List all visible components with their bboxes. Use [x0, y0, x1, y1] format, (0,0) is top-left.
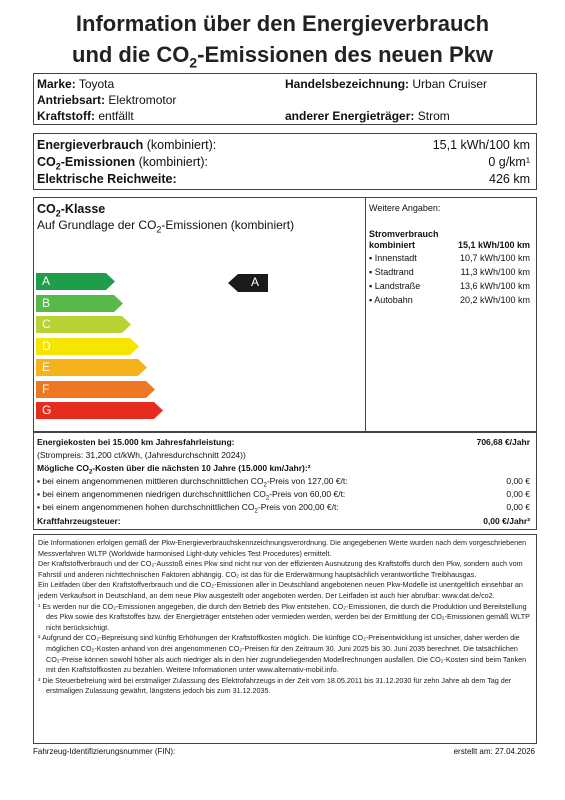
title-line-1: Information über den Energieverbrauch	[75, 11, 490, 36]
kombiniert-value: 15,1 kWh/100 km	[457, 240, 530, 250]
weitere-item-value: 20,2 kWh/100 km	[459, 295, 530, 305]
co2-class-box	[33, 197, 537, 432]
notes-box	[33, 534, 537, 744]
note-paragraph-1: Die Informationen erfolgen gemäß der Pkw-Energieverbrauchskennzeichnungsverordnung. Die angegebenen Werte wurden nach dem vorgeschriebenen Messverfahren WLTP (Worldwide harmonised Light-duty vehicles Test Procedures) ermittelt.	[38, 538, 527, 558]
weitere-item-label: ▪ Stadtrand	[369, 267, 414, 277]
weitere-item-label: ▪ Autobahn	[369, 295, 413, 305]
note-paragraph-3: Ein Leitfaden über den Kraftstoffverbrauch und die CO₂-Emissionen aller in Deutschland angebotenen neuen Pkw-Modelle ist unentgeltlich einsehbar an jedem Verkaufsort in Deutschland, an dem neue Pkw ausgestellt oder angeboten werden. Der Leitfaden ist auch hier abrufbar: www.dat.de/co2.	[38, 580, 523, 600]
vehicle-info-box	[33, 73, 537, 125]
co2-class-bar-label: E	[42, 360, 51, 374]
weitere-item-label: ▪ Innenstadt	[369, 253, 417, 263]
footnote-1: ¹ Es werden nur die CO₂-Emissionen angegeben, die durch den Betrieb des Pkw entstehen. CO₂-Emissionen, die durch die Produktion und Bereitstellung des Pkw sowie des Kraftstoffes bzw. der Energieträger entstehen oder vermieden werden, werden bei der Ermittlung der CO₂-Emissionen gemäß WLTP nicht berücksichtigt.	[38, 601, 530, 632]
co2-class-subtitle: Auf Grundlage der $CO_2$-Emissionen (kombiniert)	[37, 218, 295, 235]
kombiniert-label: kombiniert	[369, 240, 416, 250]
co2-class-bar-d	[36, 338, 140, 354]
co2-class-bar-f	[36, 381, 156, 397]
erstellt-date: erstellt am: 27.04.2026	[453, 747, 535, 756]
co2-class-bar-c	[36, 316, 132, 332]
current-class-marker	[228, 274, 268, 292]
co2-class-bar-label: G	[42, 403, 52, 417]
energietraeger-field: anderer Energieträger: Strom	[285, 109, 450, 123]
co2-class-bar-g	[36, 402, 164, 418]
weitere-item-value: 11,3 kWh/100 km	[460, 267, 530, 277]
co2-class-bar-b	[36, 295, 124, 311]
marke-field: Marke: Toyota	[37, 77, 115, 91]
stromverbrauch-label: Stromverbrauch	[369, 229, 439, 239]
weitere-item-value: 10,7 kWh/100 km	[459, 253, 530, 263]
current-class-label: A	[251, 275, 260, 289]
page-title	[0, 8, 565, 78]
footnote-3: ³ Die Steuerbefreiung wird bei erstmaliger Zulassung des Elektrofahrzeugs in der Zeit vom 18.05.2011 bis 31.12.2030 für zehn Jahre ab dem Tag der erstmaligen Zulassung gewährt, längstens jedoch bis zum 31.12.2035.	[38, 675, 512, 696]
weitere-item-label: ▪ Landstraße	[369, 281, 421, 291]
co2-class-bar-label: C	[42, 317, 51, 331]
consumption-box: Energieverbrauch (kombiniert): 15,1 kWh/100 km $CO_2$-Emissionen (kombiniert): 0 g/km¹ Elektrische Reichweite: 426 km	[33, 133, 537, 190]
co2-class-bar-label: A	[42, 274, 51, 288]
title-line-2: und die $CO_2$-Emissionen des neuen Pkw	[72, 42, 493, 71]
weitere-title: Weitere Angaben:	[369, 203, 441, 213]
handelsbezeichnung-field: Handelsbezeichnung: Urban Cruiser	[285, 77, 488, 91]
co2-class-bar-label: D	[42, 338, 51, 353]
antriebsart-field: Antriebsart: Elektromotor	[37, 93, 177, 107]
footnote-2: ² Aufgrund der CO₂-Bepreisung sind künftig Erhöhungen der Kraftstoffkosten möglich. Die künftige CO₂-Preisentwicklung ist unsicher, daher werden die möglichen CO₂-Kosten anhand von drei angenommenen CO₂-Preisen für den Zeitraum 30. Juni 2025 bis 30. Juni 2035 berechnet. Die tatsächlichen CO₂-Preise können sowohl höher als auch niedriger als in den hier zugrundeliegenden Modellrechnungen ausfallen. Die CO₂-Kosten sind beim Tanken mit den Kraftstoffkosten zu bezahlen. Weitere Informationen unter www.alternativ-mobil.info.	[38, 633, 527, 675]
co2-class-bar-e	[36, 359, 148, 375]
co2-class-bar-label: B	[42, 295, 51, 310]
fin-label: Fahrzeug-Identifizierungsnummer (FIN):	[33, 747, 176, 756]
co2-class-title: $CO_2$-Klasse	[37, 202, 106, 219]
weitere-item-value: 13,6 kWh/100 km	[459, 281, 530, 291]
costs-box: Energiekosten bei 15.000 km Jahresfahrleistung: 706,68 €/Jahr (Strompreis: 31,200 ct/kWh, (Jahresdurchschnitt 2024)) Mögliche $CO_2$-Kosten über die nächsten 10 Jahre (15.000 km/Jahr):² ▪ bei einem angenommenen mittleren durchschnittlichen $CO_2$-Preis von 127,00 €/t: 0,00 € ▪ bei einem angenommenen niedrigen durchschnittlichen $CO_2$-Preis von 60,00 €/t: 0,00 € ▪ bei einem angenommenen hohen durchschnittlichen $CO_2$-Preis von 200,00 €/t: 0,00 € Kraftfahrzeugsteuer: 0,00 €/Jahr³	[33, 432, 537, 530]
note-paragraph-2: Der Kraftstoffverbrauch und der CO₂-Ausstoß eines Pkw sind nicht nur von der effizienten Ausnutzung des Kraftstoffs durch den Pkw, sondern auch vom Fahrstil und anderen nichttechnischen Faktoren abhängig. CO₂ ist das für die Erderwärmung hauptsächlich verantwortliche Treibhausgas.	[38, 559, 523, 579]
kraftstoff-field: Kraftstoff: entfällt	[37, 109, 134, 123]
co2-class-bar-label: F	[42, 381, 50, 396]
co2-class-bar-a	[36, 273, 116, 289]
